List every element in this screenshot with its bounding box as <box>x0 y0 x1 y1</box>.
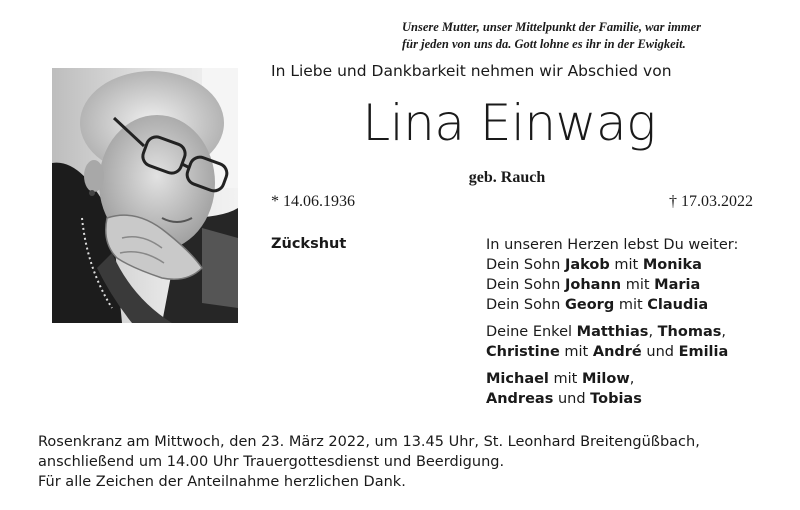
motto-text <box>402 19 782 53</box>
great-grandchild-name: Emilia <box>678 344 729 360</box>
son-name: Jakob <box>564 257 610 273</box>
motto-line-2: für jeden von uns da. Gott lohne es ihr in der Ewigkeit. <box>402 37 686 51</box>
funeral-info <box>38 432 778 492</box>
grandchildren-prefix: Deine Enkel <box>486 324 573 340</box>
grandchildren-line-1 <box>486 322 786 342</box>
grandchild-partner-name: André <box>592 344 642 360</box>
portrait-photo <box>52 68 238 323</box>
place-name: Zückshut <box>271 236 347 252</box>
son-line <box>486 275 786 295</box>
son-name: Georg <box>564 297 615 313</box>
son-prefix: Dein Sohn <box>486 257 561 273</box>
intro-text: In Liebe und Dankbarkeit nehmen wir Abschied von <box>271 62 672 80</box>
motto-line-1: Unsere Mutter, unser Mittelpunkt der Familie, war immer <box>402 20 701 34</box>
grandchild-name: Christine <box>486 344 560 360</box>
grandchildren-line-3 <box>486 369 786 389</box>
connector: mit <box>553 371 578 387</box>
family-list <box>486 235 786 409</box>
connector: mit <box>564 344 589 360</box>
connector: und <box>646 344 674 360</box>
great-grandchild-name: Milow <box>581 371 630 387</box>
deceased-name: Lina Einwag <box>362 94 656 152</box>
funeral-info-line-2: anschließend um 14.00 Uhr Trauergottesdienst und Beerdigung. <box>38 454 505 470</box>
funeral-info-line-3: Für alle Zeichen der Anteilnahme herzlichen Dank. <box>38 474 406 490</box>
separator: , <box>721 324 726 340</box>
grandchild-name: Michael <box>486 371 549 387</box>
grandchild-name: Matthias <box>576 324 649 340</box>
grandchild-name: Thomas <box>657 324 722 340</box>
funeral-info-line-1: Rosenkranz am Mittwoch, den 23. März 2022, um 13.45 Uhr, St. Leonhard Breitengüßbach, <box>38 434 700 450</box>
separator: , <box>629 371 635 387</box>
maiden-name: geb. Rauch <box>468 169 546 186</box>
son-prefix: Dein Sohn <box>486 277 561 293</box>
partner-name: Claudia <box>647 297 709 313</box>
family-heading: In unseren Herzen lebst Du weiter: <box>486 237 739 253</box>
grandchild-name: Andreas <box>486 391 554 407</box>
connector: mit <box>618 297 643 313</box>
birth-date: * 14.06.1936 <box>271 193 355 210</box>
grandchild-name: Tobias <box>590 391 642 407</box>
partner-name: Monika <box>642 257 702 273</box>
grandchildren-line-4 <box>486 389 786 409</box>
connector: mit <box>625 277 650 293</box>
death-date: † 17.03.2022 <box>669 193 753 210</box>
son-name: Johann <box>564 277 622 293</box>
connector: und <box>557 391 586 407</box>
son-prefix: Dein Sohn <box>486 297 561 313</box>
son-line <box>486 295 786 315</box>
grandchildren-line-2 <box>486 342 786 362</box>
partner-name: Maria <box>654 277 701 293</box>
separator: , <box>648 324 654 340</box>
son-line <box>486 255 786 275</box>
connector: mit <box>614 257 639 273</box>
